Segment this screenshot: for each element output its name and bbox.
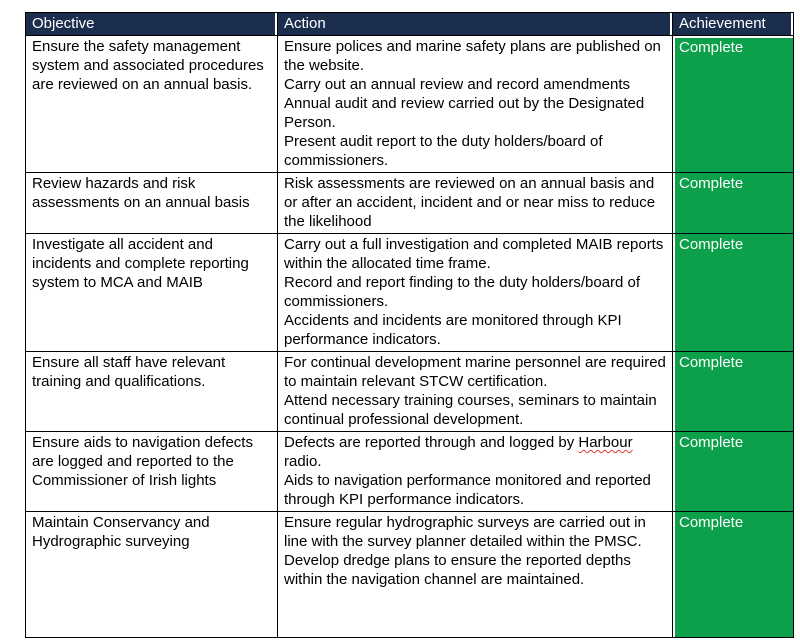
- action-line: Develop dredge plans to ensure the reported depths within the navigation channel are maintained.: [284, 552, 631, 588]
- objective-cell: [26, 512, 278, 638]
- column-header-action: Action: [278, 13, 673, 36]
- objective-text: Ensure aids to navigation defects are logged and reported to the Commissioner of Irish lights: [32, 434, 253, 489]
- achievement-cell: [673, 352, 794, 432]
- objective-text: Investigate all accident and incidents and complete reporting system to MCA and MAIB: [32, 236, 249, 291]
- action-cell: [278, 432, 673, 512]
- column-header-achievement: Achievement: [673, 13, 794, 36]
- action-line: Record and report finding to the duty holders/board of commissioners.: [284, 274, 641, 310]
- action-line: Carry out a full investigation and completed MAIB reports within the allocated time frame.: [284, 236, 664, 272]
- objective-text: Ensure the safety management system and associated procedures are reviewed on an annual basis.: [32, 38, 264, 93]
- column-header-objective: Objective: [26, 13, 278, 36]
- action-line: Ensure regular hydrographic surveys are carried out in line with the survey planner detailed within the PMSC.: [284, 514, 646, 550]
- action-line: Carry out an annual review and record amendments: [284, 76, 631, 93]
- action-line: Ensure polices and marine safety plans are published on the website.: [284, 38, 661, 74]
- action-cell: [278, 36, 673, 173]
- table-row: [26, 36, 794, 173]
- achievement-status: Complete: [679, 175, 744, 192]
- achievement-cell: [673, 512, 794, 638]
- objective-cell: [26, 36, 278, 173]
- achievement-cell: [673, 432, 794, 512]
- table-row: [26, 512, 794, 638]
- misspelled-word: Harbour: [578, 434, 633, 451]
- action-line: For continual development marine personnel are required to maintain relevant STCW certification.: [284, 354, 666, 390]
- action-line: Risk assessments are reviewed on an annual basis and or after an accident, incident and or near miss to reduce the likelihood: [284, 175, 656, 230]
- action-line: Defects are reported through and logged by Harbour radio.: [284, 434, 633, 470]
- achievement-shading-overhang: [673, 637, 793, 638]
- table-row: [26, 352, 794, 432]
- action-cell: [278, 234, 673, 352]
- table-header-row: [26, 13, 794, 36]
- achievement-status: Complete: [679, 236, 744, 253]
- objective-text: Ensure all staff have relevant training and qualifications.: [32, 354, 226, 390]
- action-cell: [278, 173, 673, 234]
- achievement-cell: [673, 173, 794, 234]
- action-line: Present audit report to the duty holders/board of commissioners.: [284, 133, 603, 169]
- action-line: Attend necessary training courses, seminars to maintain continual professional development.: [284, 392, 657, 428]
- action-cell: [278, 352, 673, 432]
- objective-cell: [26, 234, 278, 352]
- table-row: [26, 173, 794, 234]
- objective-cell: [26, 352, 278, 432]
- action-cell: [278, 512, 673, 638]
- achievement-status: Complete: [679, 354, 744, 371]
- objective-text: Review hazards and risk assessments on an annual basis: [32, 175, 250, 211]
- achievement-status: Complete: [679, 514, 744, 531]
- achievement-cell: [673, 234, 794, 352]
- objectives-table: [25, 12, 794, 638]
- action-line: Accidents and incidents are monitored through KPI performance indicators.: [284, 312, 622, 348]
- achievement-status: Complete: [679, 434, 744, 451]
- achievement-cell: [673, 36, 794, 173]
- table-row: [26, 234, 794, 352]
- action-line: Aids to navigation performance monitored and reported through KPI performance indicators.: [284, 472, 651, 508]
- objective-text: Maintain Conservancy and Hydrographic surveying: [32, 514, 210, 550]
- action-line: Annual audit and review carried out by the Designated Person.: [284, 95, 645, 131]
- objective-cell: [26, 173, 278, 234]
- table-row: [26, 432, 794, 512]
- objective-cell: [26, 432, 278, 512]
- achievement-status: Complete: [679, 39, 744, 56]
